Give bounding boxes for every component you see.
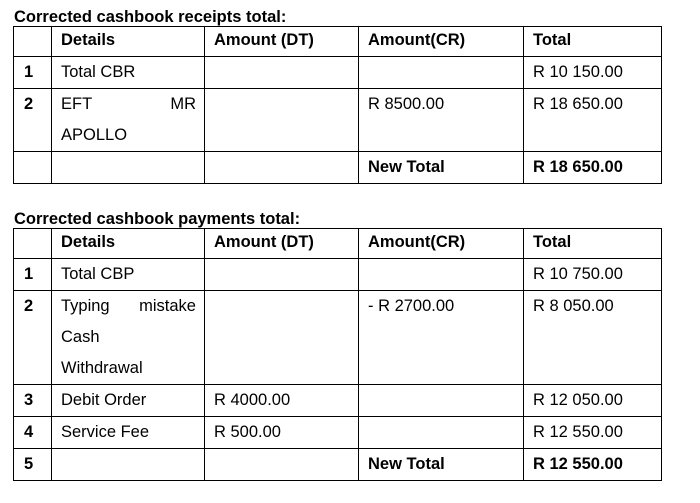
row-amount-cr: R 8500.00 <box>359 89 524 152</box>
receipts-header-row <box>14 27 662 57</box>
row-details <box>52 291 205 385</box>
row-details <box>52 89 205 152</box>
row-details: Total CBP <box>52 259 205 291</box>
header-details: Details <box>52 27 205 57</box>
row-number: 2 <box>14 89 52 152</box>
row-details <box>52 152 205 184</box>
row-total: R 12 550.00 <box>524 417 662 449</box>
table-row <box>14 259 662 291</box>
table-row <box>14 89 662 152</box>
row-number <box>14 152 52 184</box>
table-row <box>14 57 662 89</box>
details-word: mistake <box>139 297 196 315</box>
row-amount-dt <box>205 57 359 89</box>
row-amount-cr <box>359 259 524 291</box>
details-line: Cash <box>61 328 100 346</box>
payments-footer-row <box>14 449 662 481</box>
header-details: Details <box>52 229 205 259</box>
row-amount-dt <box>205 291 359 385</box>
row-amount-dt: R 4000.00 <box>205 385 359 417</box>
row-number: 1 <box>14 57 52 89</box>
header-number <box>14 229 52 259</box>
table-row <box>14 417 662 449</box>
new-total-value: R 12 550.00 <box>524 449 662 481</box>
details-word: EFT <box>61 95 93 113</box>
header-total: Total <box>524 229 662 259</box>
row-total: R 10 150.00 <box>524 57 662 89</box>
row-details: Total CBR <box>52 57 205 89</box>
receipts-title: Corrected cashbook receipts total: <box>14 8 287 26</box>
payments-header-row <box>14 229 662 259</box>
row-amount-dt <box>205 259 359 291</box>
row-amount-cr: - R 2700.00 <box>359 291 524 385</box>
header-total: Total <box>524 27 662 57</box>
table-row <box>14 385 662 417</box>
row-number: 3 <box>14 385 52 417</box>
details-line: Withdrawal <box>61 359 143 377</box>
header-number <box>14 27 52 57</box>
row-amount-dt <box>205 89 359 152</box>
row-total: R 10 750.00 <box>524 259 662 291</box>
header-amount-dt: Amount (DT) <box>205 27 359 57</box>
row-amount-dt <box>205 152 359 184</box>
row-details <box>52 449 205 481</box>
row-number: 4 <box>14 417 52 449</box>
row-total: R 12 050.00 <box>524 385 662 417</box>
row-amount-cr <box>359 417 524 449</box>
row-amount-dt: R 500.00 <box>205 417 359 449</box>
row-details: Debit Order <box>52 385 205 417</box>
row-number: 2 <box>14 291 52 385</box>
row-total: R 18 650.00 <box>524 89 662 152</box>
row-details: Service Fee <box>52 417 205 449</box>
payments-table <box>13 228 662 481</box>
row-amount-cr <box>359 57 524 89</box>
details-word: Typing <box>61 297 110 315</box>
new-total-value: R 18 650.00 <box>524 152 662 184</box>
row-amount-cr <box>359 385 524 417</box>
new-total-label: New Total <box>359 152 524 184</box>
row-amount-dt <box>205 449 359 481</box>
receipts-table <box>13 26 662 184</box>
header-amount-cr: Amount(CR) <box>359 229 524 259</box>
row-number: 1 <box>14 259 52 291</box>
row-number: 5 <box>14 449 52 481</box>
row-total: R 8 050.00 <box>524 291 662 385</box>
header-amount-dt: Amount (DT) <box>205 229 359 259</box>
details-word: MR <box>170 95 196 113</box>
receipts-footer-row <box>14 152 662 184</box>
payments-title: Corrected cashbook payments total: <box>14 210 301 228</box>
table-row <box>14 291 662 385</box>
header-amount-cr: Amount(CR) <box>359 27 524 57</box>
details-line: APOLLO <box>61 126 128 144</box>
new-total-label: New Total <box>359 449 524 481</box>
